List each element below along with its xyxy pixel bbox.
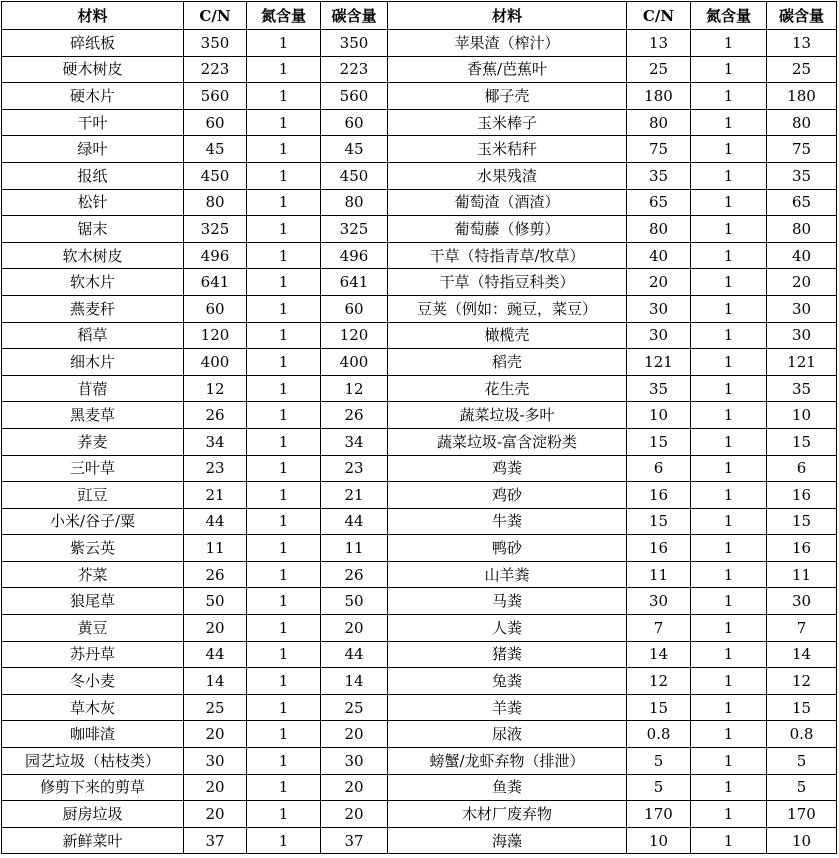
carbon-cell-left: 11 <box>321 535 388 562</box>
header-carbon-right: 碳含量 <box>767 2 837 30</box>
cn-ratio-cell-left: 80 <box>184 189 247 216</box>
material-cell-left: 园艺垃圾（枯枝类） <box>2 748 184 775</box>
material-cell-right: 鸡砂 <box>388 482 627 509</box>
cn-ratio-cell-right: 10 <box>627 402 691 429</box>
material-cell-left: 新鲜菜叶 <box>2 827 184 854</box>
table-row <box>2 535 837 562</box>
cn-ratio-cell-right: 40 <box>627 242 691 269</box>
table-row <box>2 30 837 57</box>
material-cell-right: 葡萄渣（酒渣） <box>388 189 627 216</box>
cn-ratio-cell-left: 223 <box>184 56 247 83</box>
table-row <box>2 482 837 509</box>
nitrogen-cell-right: 1 <box>691 561 767 588</box>
cn-ratio-cell-left: 26 <box>184 402 247 429</box>
carbon-cell-right: 16 <box>767 482 837 509</box>
cn-ratio-cell-left: 20 <box>184 721 247 748</box>
cn-ratio-cell-right: 16 <box>627 535 691 562</box>
cn-ratio-cell-right: 16 <box>627 482 691 509</box>
cn-ratio-cell-right: 12 <box>627 668 691 695</box>
cn-ratio-cell-right: 35 <box>627 162 691 189</box>
nitrogen-cell-left: 1 <box>247 588 321 615</box>
material-cell-left: 小米/谷子/粟 <box>2 508 184 535</box>
nitrogen-cell-right: 1 <box>691 349 767 376</box>
cn-ratio-cell-right: 30 <box>627 322 691 349</box>
header-nitrogen-right: 氮含量 <box>691 2 767 30</box>
cn-ratio-cell-left: 20 <box>184 615 247 642</box>
nitrogen-cell-right: 1 <box>691 322 767 349</box>
carbon-cell-right: 5 <box>767 774 837 801</box>
cn-ratio-cell-right: 11 <box>627 561 691 588</box>
table-row <box>2 162 837 189</box>
nitrogen-cell-left: 1 <box>247 30 321 57</box>
nitrogen-cell-right: 1 <box>691 588 767 615</box>
cn-ratio-cell-right: 15 <box>627 694 691 721</box>
nitrogen-cell-right: 1 <box>691 827 767 854</box>
cn-ratio-cell-left: 60 <box>184 295 247 322</box>
material-cell-left: 细木片 <box>2 349 184 376</box>
material-cell-right: 橄榄壳 <box>388 322 627 349</box>
cn-ratio-cell-left: 450 <box>184 162 247 189</box>
header-material-right: 材料 <box>388 2 627 30</box>
carbon-cell-right: 7 <box>767 615 837 642</box>
material-cell-left: 冬小麦 <box>2 668 184 695</box>
material-cell-right: 玉米棒子 <box>388 109 627 136</box>
carbon-cell-right: 20 <box>767 269 837 296</box>
material-cell-right: 蔬菜垃圾-富含淀粉类 <box>388 428 627 455</box>
nitrogen-cell-right: 1 <box>691 216 767 243</box>
table-row <box>2 641 837 668</box>
carbon-cell-right: 16 <box>767 535 837 562</box>
nitrogen-cell-right: 1 <box>691 801 767 828</box>
nitrogen-cell-left: 1 <box>247 109 321 136</box>
table-row <box>2 455 837 482</box>
nitrogen-cell-right: 1 <box>691 269 767 296</box>
carbon-cell-right: 14 <box>767 641 837 668</box>
carbon-cell-left: 20 <box>321 801 388 828</box>
carbon-cell-left: 37 <box>321 827 388 854</box>
nitrogen-cell-right: 1 <box>691 242 767 269</box>
material-cell-left: 草木灰 <box>2 694 184 721</box>
material-cell-left: 绿叶 <box>2 136 184 163</box>
nitrogen-cell-left: 1 <box>247 162 321 189</box>
nitrogen-cell-right: 1 <box>691 56 767 83</box>
carbon-cell-left: 21 <box>321 482 388 509</box>
material-cell-left: 碎纸板 <box>2 30 184 57</box>
table-row <box>2 402 837 429</box>
cn-ratio-cell-left: 50 <box>184 588 247 615</box>
nitrogen-cell-right: 1 <box>691 641 767 668</box>
nitrogen-cell-left: 1 <box>247 615 321 642</box>
cn-ratio-cell-left: 400 <box>184 349 247 376</box>
material-cell-right: 稻壳 <box>388 349 627 376</box>
header-material-left: 材料 <box>2 2 184 30</box>
carbon-cell-right: 10 <box>767 827 837 854</box>
cn-ratio-cell-right: 5 <box>627 748 691 775</box>
carbon-cell-right: 170 <box>767 801 837 828</box>
cn-ratio-cell-right: 65 <box>627 189 691 216</box>
cn-ratio-cell-left: 12 <box>184 375 247 402</box>
carbon-cell-right: 10 <box>767 402 837 429</box>
carbon-cell-right: 75 <box>767 136 837 163</box>
nitrogen-cell-left: 1 <box>247 748 321 775</box>
nitrogen-cell-left: 1 <box>247 721 321 748</box>
table-row <box>2 269 837 296</box>
cn-ratio-cell-right: 15 <box>627 508 691 535</box>
nitrogen-cell-right: 1 <box>691 83 767 110</box>
material-cell-left: 干叶 <box>2 109 184 136</box>
table-row <box>2 56 837 83</box>
carbon-cell-left: 30 <box>321 748 388 775</box>
cn-ratio-cell-left: 350 <box>184 30 247 57</box>
nitrogen-cell-left: 1 <box>247 349 321 376</box>
nitrogen-cell-left: 1 <box>247 428 321 455</box>
header-cn-right: C/N <box>627 2 691 30</box>
material-cell-left: 荞麦 <box>2 428 184 455</box>
cn-ratio-cell-left: 20 <box>184 774 247 801</box>
material-cell-left: 硬木树皮 <box>2 56 184 83</box>
carbon-cell-left: 26 <box>321 561 388 588</box>
table-row <box>2 375 837 402</box>
carbon-cell-left: 20 <box>321 721 388 748</box>
carbon-cell-right: 40 <box>767 242 837 269</box>
table-row <box>2 242 837 269</box>
nitrogen-cell-left: 1 <box>247 189 321 216</box>
material-cell-right: 豆荚（例如：豌豆，菜豆） <box>388 295 627 322</box>
nitrogen-cell-right: 1 <box>691 295 767 322</box>
nitrogen-cell-left: 1 <box>247 56 321 83</box>
nitrogen-cell-right: 1 <box>691 136 767 163</box>
nitrogen-cell-left: 1 <box>247 242 321 269</box>
carbon-cell-left: 45 <box>321 136 388 163</box>
nitrogen-cell-left: 1 <box>247 641 321 668</box>
material-cell-right: 干草（特指青草/牧草） <box>388 242 627 269</box>
material-cell-left: 苏丹草 <box>2 641 184 668</box>
carbon-cell-left: 12 <box>321 375 388 402</box>
nitrogen-cell-left: 1 <box>247 455 321 482</box>
material-cell-right: 兔粪 <box>388 668 627 695</box>
carbon-cell-right: 13 <box>767 30 837 57</box>
nitrogen-cell-right: 1 <box>691 455 767 482</box>
cn-ratio-cell-left: 34 <box>184 428 247 455</box>
carbon-cell-left: 44 <box>321 508 388 535</box>
material-cell-left: 稻草 <box>2 322 184 349</box>
cn-ratio-cell-left: 641 <box>184 269 247 296</box>
material-cell-right: 木材厂废弃物 <box>388 801 627 828</box>
table-row <box>2 136 837 163</box>
material-cell-left: 锯末 <box>2 216 184 243</box>
nitrogen-cell-right: 1 <box>691 774 767 801</box>
table-row <box>2 508 837 535</box>
table-row <box>2 668 837 695</box>
cn-ratio-cell-left: 21 <box>184 482 247 509</box>
header-nitrogen-left: 氮含量 <box>247 2 321 30</box>
material-cell-right: 葡萄藤（修剪） <box>388 216 627 243</box>
carbon-cell-right: 35 <box>767 375 837 402</box>
nitrogen-cell-left: 1 <box>247 482 321 509</box>
material-cell-left: 报纸 <box>2 162 184 189</box>
nitrogen-cell-left: 1 <box>247 801 321 828</box>
carbon-cell-left: 641 <box>321 269 388 296</box>
material-cell-left: 软木树皮 <box>2 242 184 269</box>
cn-ratio-table <box>1 1 837 854</box>
material-cell-right: 山羊粪 <box>388 561 627 588</box>
table-row <box>2 189 837 216</box>
carbon-cell-left: 450 <box>321 162 388 189</box>
material-cell-left: 燕麦秆 <box>2 295 184 322</box>
carbon-cell-left: 60 <box>321 295 388 322</box>
carbon-cell-left: 120 <box>321 322 388 349</box>
carbon-cell-right: 35 <box>767 162 837 189</box>
cn-ratio-cell-left: 44 <box>184 508 247 535</box>
nitrogen-cell-right: 1 <box>691 428 767 455</box>
material-cell-right: 蔬菜垃圾-多叶 <box>388 402 627 429</box>
nitrogen-cell-left: 1 <box>247 402 321 429</box>
carbon-cell-right: 15 <box>767 694 837 721</box>
carbon-cell-right: 15 <box>767 508 837 535</box>
nitrogen-cell-left: 1 <box>247 269 321 296</box>
material-cell-left: 咖啡渣 <box>2 721 184 748</box>
carbon-cell-right: 11 <box>767 561 837 588</box>
cn-ratio-cell-right: 0.8 <box>627 721 691 748</box>
cn-ratio-cell-left: 25 <box>184 694 247 721</box>
carbon-cell-left: 80 <box>321 189 388 216</box>
nitrogen-cell-left: 1 <box>247 668 321 695</box>
nitrogen-cell-left: 1 <box>247 827 321 854</box>
nitrogen-cell-right: 1 <box>691 721 767 748</box>
nitrogen-cell-left: 1 <box>247 561 321 588</box>
nitrogen-cell-right: 1 <box>691 482 767 509</box>
cn-ratio-cell-left: 120 <box>184 322 247 349</box>
material-cell-right: 羊粪 <box>388 694 627 721</box>
nitrogen-cell-right: 1 <box>691 109 767 136</box>
material-cell-right: 牛粪 <box>388 508 627 535</box>
material-cell-right: 鸡粪 <box>388 455 627 482</box>
table-row <box>2 748 837 775</box>
material-cell-right: 水果残渣 <box>388 162 627 189</box>
material-cell-right: 香蕉/芭蕉叶 <box>388 56 627 83</box>
table-row <box>2 694 837 721</box>
table-row <box>2 428 837 455</box>
material-cell-right: 鱼粪 <box>388 774 627 801</box>
cn-ratio-cell-right: 35 <box>627 375 691 402</box>
carbon-cell-right: 5 <box>767 748 837 775</box>
cn-ratio-cell-right: 6 <box>627 455 691 482</box>
cn-ratio-cell-right: 30 <box>627 588 691 615</box>
nitrogen-cell-right: 1 <box>691 668 767 695</box>
header-row <box>2 2 837 30</box>
cn-ratio-cell-right: 10 <box>627 827 691 854</box>
carbon-cell-right: 30 <box>767 588 837 615</box>
nitrogen-cell-left: 1 <box>247 535 321 562</box>
table-row <box>2 827 837 854</box>
cn-ratio-cell-left: 37 <box>184 827 247 854</box>
cn-ratio-cell-right: 80 <box>627 216 691 243</box>
material-cell-left: 黑麦草 <box>2 402 184 429</box>
nitrogen-cell-right: 1 <box>691 535 767 562</box>
material-cell-left: 苜蓿 <box>2 375 184 402</box>
table-row <box>2 109 837 136</box>
carbon-cell-left: 400 <box>321 349 388 376</box>
carbon-cell-right: 80 <box>767 109 837 136</box>
material-cell-left: 豇豆 <box>2 482 184 509</box>
carbon-cell-right: 30 <box>767 295 837 322</box>
table-row <box>2 721 837 748</box>
carbon-cell-left: 44 <box>321 641 388 668</box>
carbon-cell-right: 80 <box>767 216 837 243</box>
carbon-cell-right: 121 <box>767 349 837 376</box>
table-row <box>2 561 837 588</box>
material-cell-left: 狼尾草 <box>2 588 184 615</box>
nitrogen-cell-left: 1 <box>247 774 321 801</box>
carbon-cell-left: 325 <box>321 216 388 243</box>
cn-ratio-cell-left: 325 <box>184 216 247 243</box>
cn-ratio-cell-right: 30 <box>627 295 691 322</box>
material-cell-right: 苹果渣（榨汁） <box>388 30 627 57</box>
cn-ratio-cell-right: 5 <box>627 774 691 801</box>
nitrogen-cell-left: 1 <box>247 83 321 110</box>
cn-ratio-cell-right: 75 <box>627 136 691 163</box>
table-row <box>2 295 837 322</box>
cn-ratio-cell-left: 560 <box>184 83 247 110</box>
carbon-cell-left: 34 <box>321 428 388 455</box>
nitrogen-cell-right: 1 <box>691 30 767 57</box>
cn-ratio-cell-right: 7 <box>627 615 691 642</box>
carbon-cell-right: 0.8 <box>767 721 837 748</box>
nitrogen-cell-left: 1 <box>247 216 321 243</box>
table-body <box>2 30 837 854</box>
material-cell-right: 鸭砂 <box>388 535 627 562</box>
nitrogen-cell-right: 1 <box>691 748 767 775</box>
nitrogen-cell-left: 1 <box>247 375 321 402</box>
nitrogen-cell-right: 1 <box>691 162 767 189</box>
table-row <box>2 216 837 243</box>
cn-ratio-cell-left: 23 <box>184 455 247 482</box>
material-cell-left: 修剪下来的剪草 <box>2 774 184 801</box>
table-row <box>2 774 837 801</box>
nitrogen-cell-right: 1 <box>691 615 767 642</box>
material-cell-left: 紫云英 <box>2 535 184 562</box>
carbon-cell-left: 50 <box>321 588 388 615</box>
table-row <box>2 349 837 376</box>
nitrogen-cell-right: 1 <box>691 694 767 721</box>
nitrogen-cell-left: 1 <box>247 694 321 721</box>
table-row <box>2 615 837 642</box>
table-row <box>2 588 837 615</box>
cn-ratio-cell-left: 26 <box>184 561 247 588</box>
material-cell-left: 黄豆 <box>2 615 184 642</box>
cn-ratio-cell-right: 13 <box>627 30 691 57</box>
carbon-cell-left: 14 <box>321 668 388 695</box>
cn-ratio-cell-right: 170 <box>627 801 691 828</box>
cn-ratio-cell-left: 496 <box>184 242 247 269</box>
cn-ratio-cell-left: 45 <box>184 136 247 163</box>
material-cell-right: 螃蟹/龙虾弃物（排泄） <box>388 748 627 775</box>
cn-ratio-cell-right: 20 <box>627 269 691 296</box>
material-cell-right: 花生壳 <box>388 375 627 402</box>
carbon-cell-left: 560 <box>321 83 388 110</box>
material-cell-right: 玉米秸秆 <box>388 136 627 163</box>
nitrogen-cell-right: 1 <box>691 402 767 429</box>
nitrogen-cell-right: 1 <box>691 375 767 402</box>
material-cell-right: 猪粪 <box>388 641 627 668</box>
carbon-cell-right: 15 <box>767 428 837 455</box>
carbon-cell-left: 23 <box>321 455 388 482</box>
header-carbon-left: 碳含量 <box>321 2 388 30</box>
carbon-cell-right: 30 <box>767 322 837 349</box>
carbon-cell-left: 20 <box>321 615 388 642</box>
header-cn-left: C/N <box>184 2 247 30</box>
material-cell-right: 干草（特指豆科类） <box>388 269 627 296</box>
cn-ratio-cell-left: 60 <box>184 109 247 136</box>
cn-ratio-cell-right: 80 <box>627 109 691 136</box>
nitrogen-cell-right: 1 <box>691 189 767 216</box>
material-cell-right: 尿液 <box>388 721 627 748</box>
carbon-cell-left: 60 <box>321 109 388 136</box>
nitrogen-cell-left: 1 <box>247 322 321 349</box>
cn-ratio-cell-left: 44 <box>184 641 247 668</box>
material-cell-left: 三叶草 <box>2 455 184 482</box>
carbon-cell-right: 180 <box>767 83 837 110</box>
table-row <box>2 801 837 828</box>
cn-ratio-cell-right: 15 <box>627 428 691 455</box>
nitrogen-cell-left: 1 <box>247 136 321 163</box>
table-row <box>2 322 837 349</box>
carbon-cell-left: 496 <box>321 242 388 269</box>
nitrogen-cell-left: 1 <box>247 508 321 535</box>
table-row <box>2 83 837 110</box>
cn-ratio-cell-left: 11 <box>184 535 247 562</box>
carbon-cell-right: 6 <box>767 455 837 482</box>
carbon-cell-right: 25 <box>767 56 837 83</box>
material-cell-right: 椰子壳 <box>388 83 627 110</box>
material-cell-left: 厨房垃圾 <box>2 801 184 828</box>
material-cell-right: 海藻 <box>388 827 627 854</box>
material-cell-right: 人粪 <box>388 615 627 642</box>
carbon-cell-left: 223 <box>321 56 388 83</box>
material-cell-left: 硬木片 <box>2 83 184 110</box>
cn-ratio-cell-right: 14 <box>627 641 691 668</box>
carbon-cell-right: 12 <box>767 668 837 695</box>
material-cell-left: 芥菜 <box>2 561 184 588</box>
nitrogen-cell-left: 1 <box>247 295 321 322</box>
cn-ratio-cell-left: 30 <box>184 748 247 775</box>
carbon-cell-left: 20 <box>321 774 388 801</box>
material-cell-left: 软木片 <box>2 269 184 296</box>
carbon-cell-left: 26 <box>321 402 388 429</box>
cn-ratio-cell-left: 20 <box>184 801 247 828</box>
carbon-cell-left: 350 <box>321 30 388 57</box>
carbon-cell-right: 65 <box>767 189 837 216</box>
carbon-cell-left: 25 <box>321 694 388 721</box>
material-cell-right: 马粪 <box>388 588 627 615</box>
cn-ratio-cell-left: 14 <box>184 668 247 695</box>
nitrogen-cell-right: 1 <box>691 508 767 535</box>
material-cell-left: 松针 <box>2 189 184 216</box>
cn-ratio-cell-right: 25 <box>627 56 691 83</box>
cn-ratio-cell-right: 180 <box>627 83 691 110</box>
cn-ratio-cell-right: 121 <box>627 349 691 376</box>
